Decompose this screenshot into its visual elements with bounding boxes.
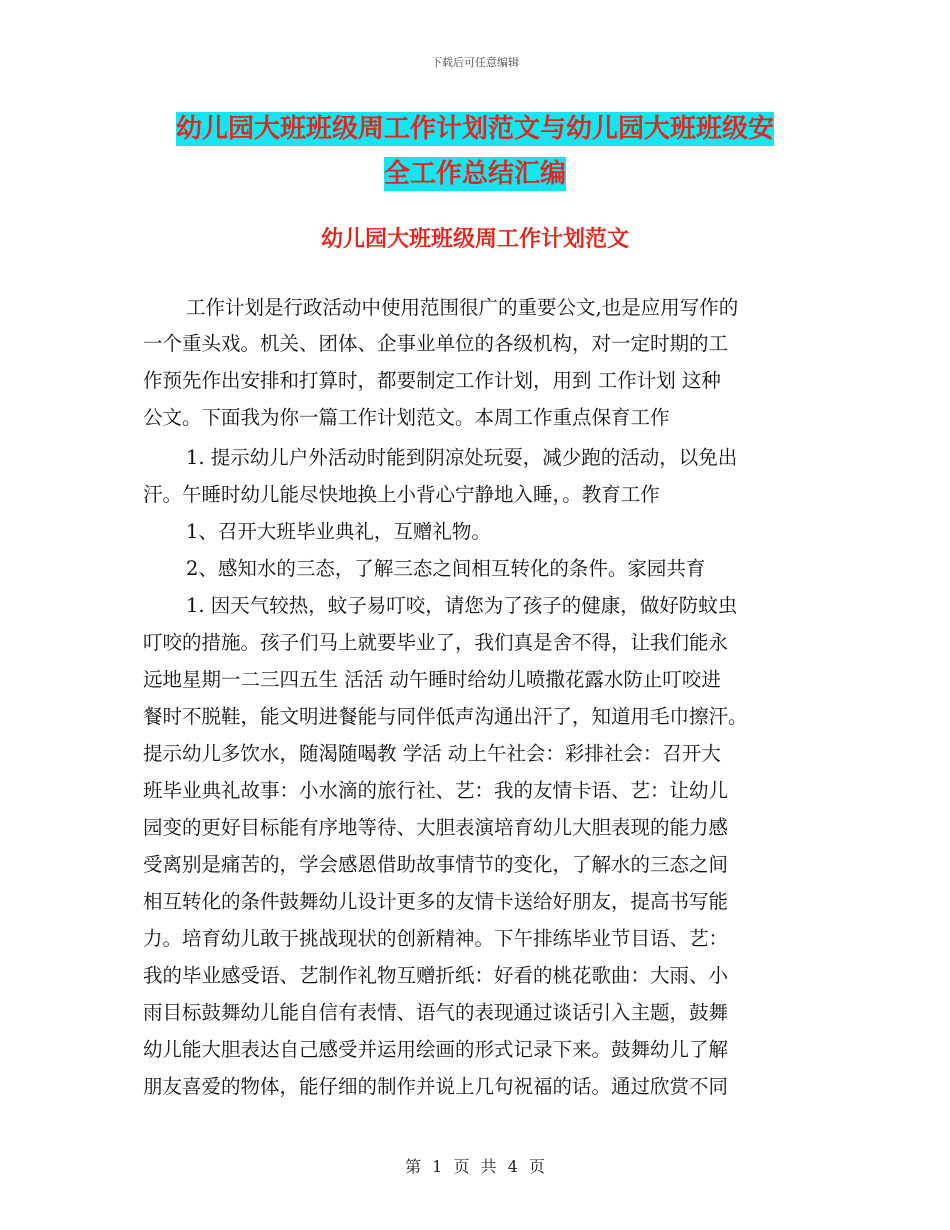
body-line: 叮咬的措施。孩子们马上就要毕业了，我们真是舍不得，让我们能永 — [143, 631, 729, 654]
body-line: 作预先作出安排和打算时，都要制定工作计划，用到 工作计划 这种 — [143, 369, 721, 392]
document-title-line-2: 全工作总结汇编 — [383, 159, 566, 189]
body-line: 幼儿能大胆表达自己感受并运用绘画的形式记录下来。鼓舞幼儿了解 — [143, 1038, 729, 1061]
body-line: 我的毕业感受语、艺制作礼物互赠折纸：好看的桃花歌曲：大雨、小 — [143, 964, 729, 987]
body-line: 班毕业典礼故事：小水滴的旅行社、艺：我的友情卡语、艺：让幼儿 — [143, 779, 729, 802]
body-line: 远地星期一二三四五生 活活 动午睡时给幼儿喷撒花露水防止叮咬进 — [143, 668, 721, 691]
body-line: 园变的更好目标能有序地等待、大胆表演培育幼儿大胆表现的能力感 — [143, 816, 729, 839]
body-line: 1. 因天气较热，蚊子易叮咬，请您为了孩子的健康，做好防蚊虫 — [186, 594, 738, 617]
body-line: 受离别是痛苦的，学会感恩借助故事情节的变化，了解水的三态之间 — [143, 853, 729, 876]
body-line: 2、感知水的三态，了解三态之间相互转化的条件。家园共育 — [186, 557, 706, 580]
header-note: 下载后可任意编辑 — [431, 56, 519, 69]
document-title-line-1: 幼儿园大班班级周工作计划范文与幼儿园大班班级安 — [175, 114, 774, 144]
body-line: 相互转化的条件鼓舞幼儿设计更多的友情卡送给好朋友，提高书写能 — [143, 890, 729, 913]
body-line: 工作计划是行政活动中使用范围很广的重要公文,也是应用写作的 — [186, 296, 739, 319]
body-line: 雨目标鼓舞幼儿能自信有表情、语气的表现通过谈话引入主题，鼓舞 — [143, 1001, 729, 1024]
body-line: 提示幼儿多饮水，随渴随喝教 学活 动上午社会：彩排社会：召开大 — [143, 742, 721, 765]
body-line: 公文。下面我为你一篇工作计划范文。本周工作重点保育工作 — [143, 406, 670, 429]
body-line: 力。培育幼儿敢于挑战现状的创新精神。下午排练毕业节目语、艺： — [143, 927, 729, 950]
section-title: 幼儿园大班班级周工作计划范文 — [320, 227, 629, 252]
body-line: 1、召开大班毕业典礼，互赠礼物。 — [186, 520, 491, 543]
body-line: 汗。午睡时幼儿能尽快地换上小背心宁静地入睡，。教育工作 — [143, 483, 660, 506]
body-line: 一个重头戏。机关、团体、企事业单位的各级机构，对一定时期的工 — [143, 332, 729, 355]
body-line: 朋友喜爱的物体，能仔细的制作并说上几句祝福的话。通过欣赏不同 — [143, 1075, 729, 1098]
body-line: 餐时不脱鞋，能文明进餐能与同伴低声沟通出汗了，知道用毛巾擦汗。 — [143, 705, 748, 728]
page-footer: 第 1 页 共 4 页 — [405, 1157, 545, 1176]
body-line: 1. 提示幼儿户外活动时能到阴凉处玩耍，减少跑的活动，以免出 — [186, 446, 738, 469]
